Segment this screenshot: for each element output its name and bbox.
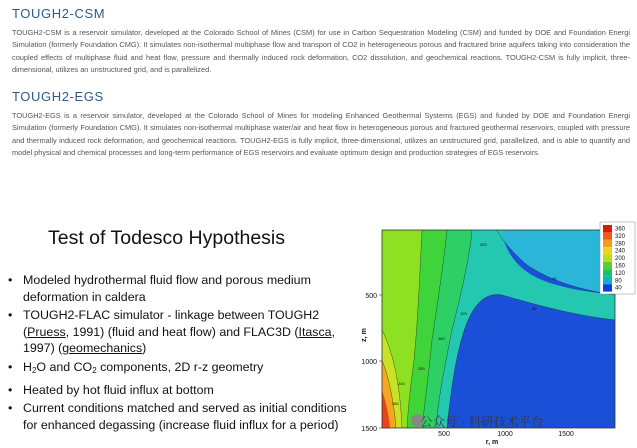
section-title-tough2-csm: TOUGH2-CSM bbox=[12, 6, 106, 21]
bullet-text: , 1997) ( bbox=[23, 324, 336, 356]
y-tick-label: 1000 bbox=[361, 359, 377, 366]
colorbar-swatch bbox=[603, 255, 612, 262]
bullet-text: Modeled hydrothermal fluid flow and porous medium deformation in caldera bbox=[23, 273, 311, 304]
bullet-text: H bbox=[23, 359, 32, 374]
bullet-item bbox=[7, 359, 347, 380]
section-body-tough2-csm: TOUGH2-CSM is a reservoir simulator, developed at the Colorado School of Mines (CSM) for use in Carbon Sequestration Modeling (CSM) and funded by DOE and Foundation Energi Simulation (formerly Foundation CMG). It simulates non-isothermal multiphase flow and transport of CO2 in heterogeneous porous and fractured brine aquifers taking into consideration the coupled effects of multiphase fluid and heat flow, pressure and thermally induced rock deformation, CO2 dissolution, and geochemical reactions. TOUGH2-CSM is fully implicit, three-dimensional, utilizes an unstructured grid, and is parallelized. bbox=[12, 28, 630, 75]
colorbar-label: 320 bbox=[615, 233, 626, 240]
colorbar-swatch bbox=[603, 284, 612, 291]
citation-itasca: Itasca bbox=[298, 324, 332, 339]
bullet-dot: • bbox=[8, 382, 13, 397]
contour-value-label: 240 bbox=[398, 381, 405, 386]
colorbar-swatch bbox=[603, 262, 612, 269]
colorbar-swatch bbox=[603, 240, 612, 247]
bullet-text: O and CO bbox=[36, 359, 93, 374]
x-tick-label: 500 bbox=[438, 431, 450, 438]
section-body-tough2-egs: TOUGH2-EGS is a reservoir simulator, developed at the Colorado School of Mines for modeling Enhanced Geothermal Systems (EGS) and funded by DOE and Foundation Energi Simulation (formerly Foundation CMG). It simulates non-isothermal multiphase water/air and heat flow in heterogeneous porous and fractured geothermal reservoirs, coupled with pressure and thermally induced rock deformation, and geochemical reactions. TOUGH2-EGS is fully implicit, three-dimensional, utilizes an unstructured grid, parallelized, and is able to quantify and model physical and chemical processes and long-term performance of EGS reservoirs and evaluate optimum design and production strategies of EGS reservoirs. bbox=[12, 111, 630, 158]
watermark-text: 公众号 · 科研技术平台 bbox=[420, 415, 544, 429]
colorbar-label: 120 bbox=[615, 270, 626, 277]
bullet-text: components, 2D r-z geometry bbox=[96, 359, 264, 374]
colorbar-swatch bbox=[603, 269, 612, 276]
colorbar-label: 160 bbox=[615, 263, 626, 270]
x-axis bbox=[438, 431, 574, 446]
contour-value-label: 200 bbox=[418, 366, 425, 371]
term-geomechanics: geomechanics bbox=[62, 341, 143, 356]
y-tick-label: 500 bbox=[365, 293, 377, 300]
bullet-list bbox=[7, 272, 347, 435]
section-title-tough2-egs: TOUGH2-EGS bbox=[12, 89, 104, 104]
bullet-dot: • bbox=[8, 401, 13, 416]
bullet-dot: • bbox=[8, 308, 13, 323]
contour-value-label: 280 bbox=[392, 401, 399, 406]
colorbar-swatch bbox=[603, 225, 612, 232]
contour-value-label: 120 bbox=[460, 311, 467, 316]
contour-value-label: 320 bbox=[480, 242, 487, 247]
colorbar-label: 200 bbox=[615, 256, 626, 263]
x-tick-label: 1500 bbox=[558, 431, 574, 438]
contour-value-label: 40 bbox=[552, 276, 557, 281]
x-tick-label: 1000 bbox=[497, 431, 513, 438]
bullet-item bbox=[7, 400, 347, 433]
bullet-text: , 1991) (fluid and heat flow) and FLAC3D ( bbox=[65, 324, 299, 339]
bullet-item bbox=[7, 307, 347, 357]
colorbar-label: 360 bbox=[615, 226, 626, 233]
contour-value-label: 80 bbox=[532, 306, 537, 311]
bullet-dot: • bbox=[8, 273, 13, 287]
colorbar-label: 80 bbox=[615, 278, 622, 285]
subscript: 2 bbox=[31, 365, 37, 375]
bullet-text: Current conditions matched and served as initial conditions for enhanced degassing (increase fluid influx for a period) bbox=[23, 401, 347, 432]
bullet-item bbox=[7, 382, 347, 399]
subscript: 2 bbox=[92, 365, 97, 375]
colorbar-label: 240 bbox=[615, 248, 626, 255]
colorbar-swatch bbox=[603, 232, 612, 239]
y-axis bbox=[361, 293, 382, 433]
contour-value-label: 160 bbox=[438, 336, 445, 341]
bullet-dot: • bbox=[8, 359, 13, 374]
x-axis-label: r, m bbox=[485, 439, 499, 446]
bullet-text: TOUGH2-FLAC simulator - linkage between TOUGH2 ( bbox=[23, 308, 320, 339]
citation-pruess: Pruess bbox=[27, 324, 66, 339]
colorbar bbox=[600, 222, 635, 294]
bullet-text: Heated by hot fluid influx at bottom bbox=[23, 382, 214, 397]
y-axis-label: z, m bbox=[361, 328, 368, 342]
colorbar-label: 40 bbox=[615, 285, 622, 292]
colorbar-swatch bbox=[603, 277, 612, 284]
y-tick-label: 1500 bbox=[361, 426, 377, 433]
bullet-text: ) bbox=[142, 341, 147, 356]
bullet-item bbox=[7, 272, 347, 305]
colorbar-swatch bbox=[603, 247, 612, 254]
colorbar-label: 280 bbox=[615, 241, 626, 248]
slide-title: Test of Todesco Hypothesis bbox=[48, 227, 286, 249]
